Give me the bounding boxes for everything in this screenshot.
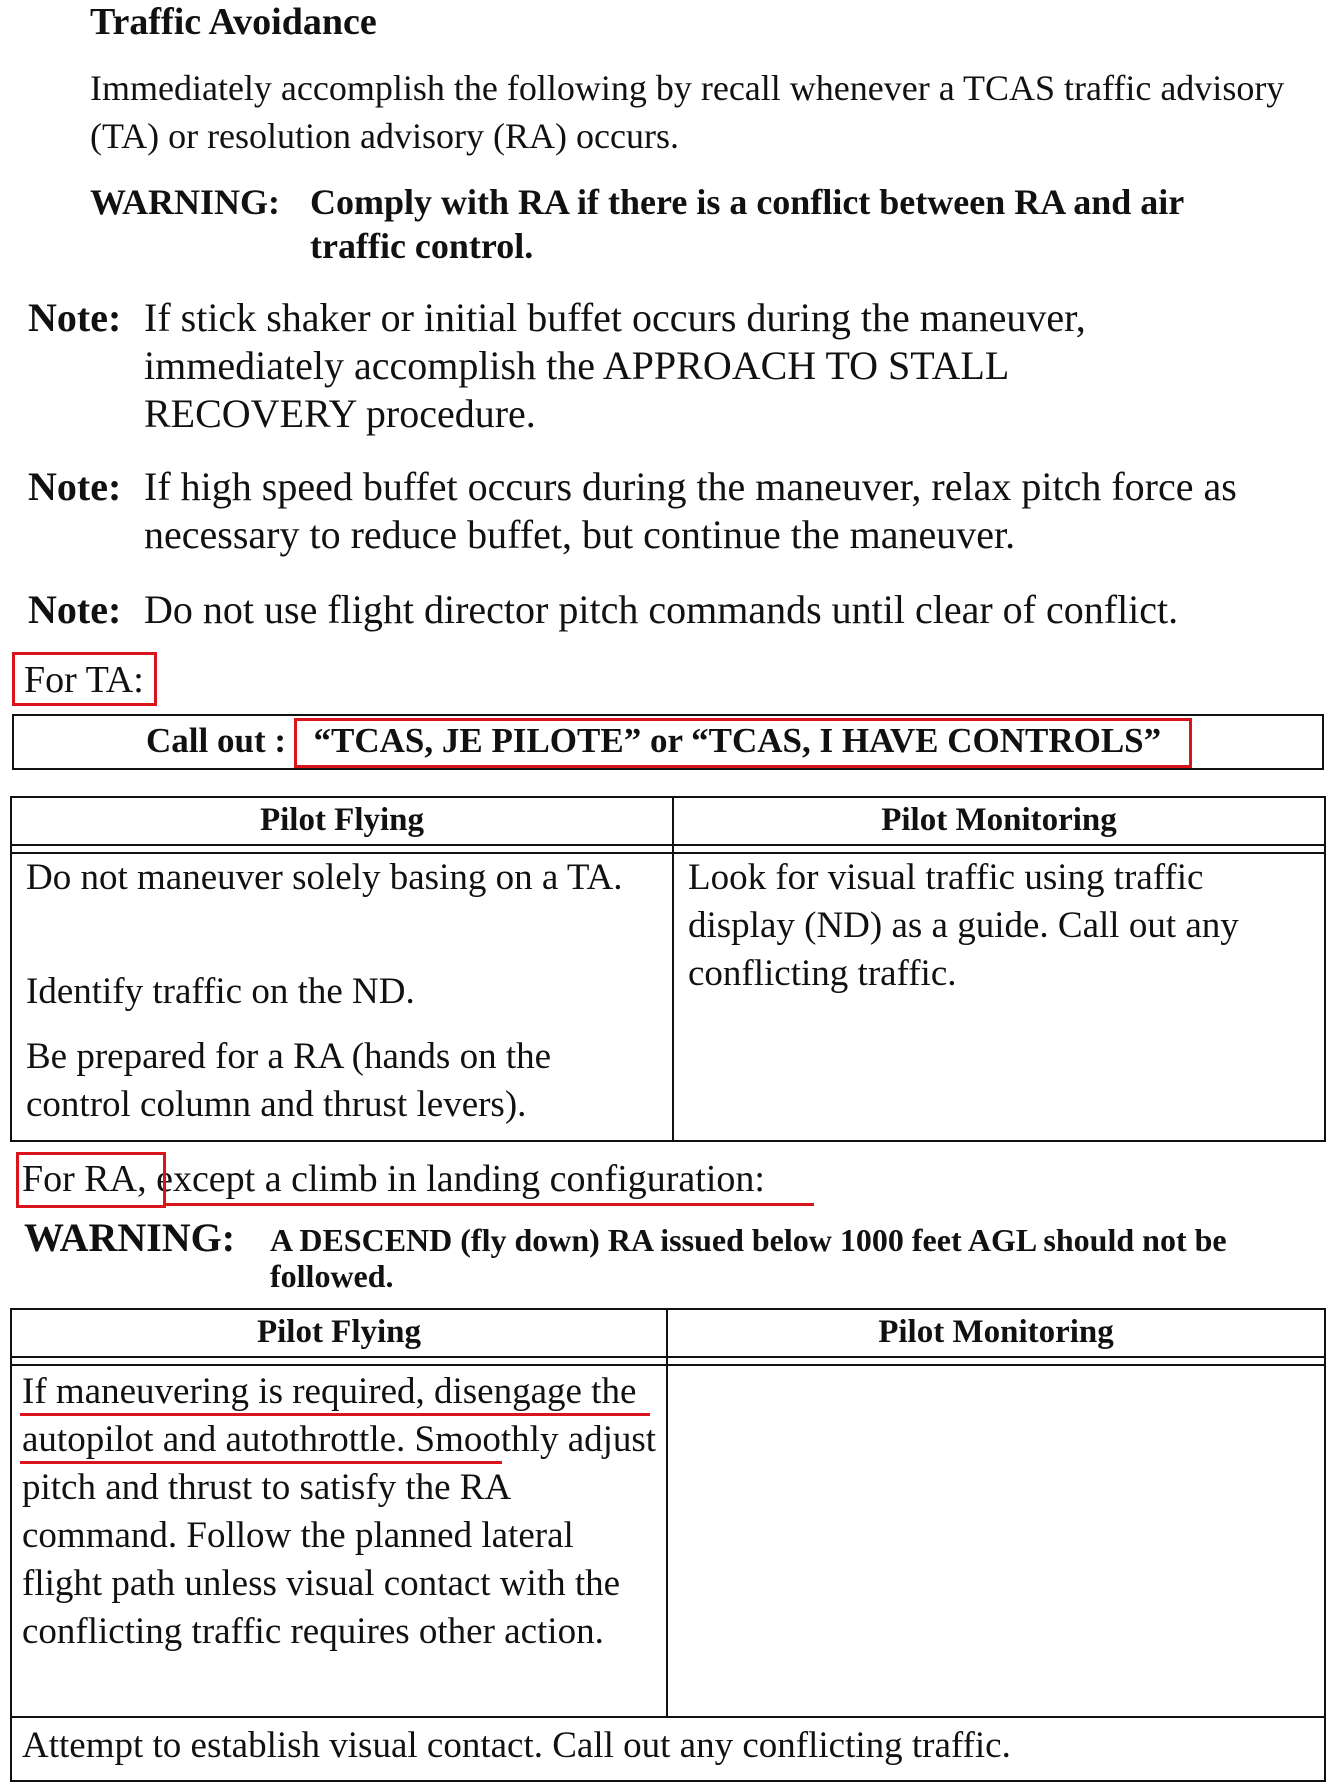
table-divider xyxy=(10,1716,1326,1718)
table-divider xyxy=(10,1364,1326,1366)
callout-label: Call out : xyxy=(146,721,286,760)
note-text-flight-director: Do not use flight director pitch commands until clear of conflict. xyxy=(144,587,1179,632)
ra-footer-text: Attempt to establish visual contact. Call out any conflicting traffic. xyxy=(22,1725,1011,1766)
intro-paragraph: Immediately accomplish the following by recall whenever a TCAS traffic advisory (TA) or resolution advisory (RA) occurs. xyxy=(90,68,1285,156)
ra-heading-boxed: For RA, xyxy=(22,1158,147,1200)
ta-pf-item: Be prepared for a RA (hands on the control column and thrust levers). xyxy=(26,1036,552,1125)
ra-pf-underlined: If maneuvering is required, disengage the autopilot and autothrottle. xyxy=(22,1371,637,1460)
ta-header-pilot-flying: Pilot Flying xyxy=(259,802,425,838)
ra-header-pilot-monitoring: Pilot Monitoring xyxy=(878,1314,1114,1350)
note-text-high-speed-buffet: If high speed buffet occurs during the maneuver, relax pitch force as necessary to reduce buffet, but continue the maneuver. xyxy=(144,464,1237,557)
ta-pf-item: Identify traffic on the ND. xyxy=(26,971,415,1012)
ra-heading-rest: except a climb in landing configuration: xyxy=(156,1158,765,1200)
note-label: Note: xyxy=(28,464,122,509)
red-annotation-box xyxy=(12,652,157,706)
page-title: Traffic Avoidance xyxy=(90,1,377,43)
table-divider xyxy=(666,1308,668,1716)
red-underline xyxy=(20,1461,502,1464)
red-underline xyxy=(20,1413,650,1416)
table-divider xyxy=(10,1356,1326,1358)
ta-pf-item: Do not maneuver solely basing on a TA. xyxy=(26,857,623,898)
warning-label: WARNING: xyxy=(90,182,281,222)
ra-pf-instructions: Smoothly adjust pitch and thrust to satisfy the RA command. Follow the planned lateral flight path unless visual contact with the conflicting traffic requires other action. xyxy=(22,1419,657,1652)
red-annotation-box xyxy=(16,1152,166,1208)
table-divider xyxy=(672,796,674,1142)
ta-pm-text: Look for visual traffic using traffic display (ND) as a guide. Call out any conflicting traffic. xyxy=(688,857,1239,994)
warning-text: Comply with RA if there is a conflict between RA and air traffic control. xyxy=(310,182,1184,266)
ra-pf-text xyxy=(22,1368,662,1656)
warning-text-descend: A DESCEND (fly down) RA issued below 1000 feet AGL should not be followed. xyxy=(270,1222,1227,1294)
red-underline xyxy=(166,1203,814,1206)
ta-header-pilot-monitoring: Pilot Monitoring xyxy=(881,802,1117,838)
ra-header-pilot-flying: Pilot Flying xyxy=(256,1314,422,1350)
note-label: Note: xyxy=(28,587,122,632)
red-annotation-box xyxy=(294,718,1192,768)
table-divider xyxy=(10,844,1326,846)
ta-heading: For TA: xyxy=(24,659,144,701)
callout-phrase: “TCAS, JE PILOTE” or “TCAS, I HAVE CONTROLS” xyxy=(313,721,1162,760)
note-text-stall: If stick shaker or initial buffet occurs during the maneuver, immediately accomplish the APPROACH TO STALL RECOVERY procedure. xyxy=(144,295,1086,436)
note-label: Note: xyxy=(28,295,122,340)
warning-label: WARNING: xyxy=(24,1215,236,1260)
